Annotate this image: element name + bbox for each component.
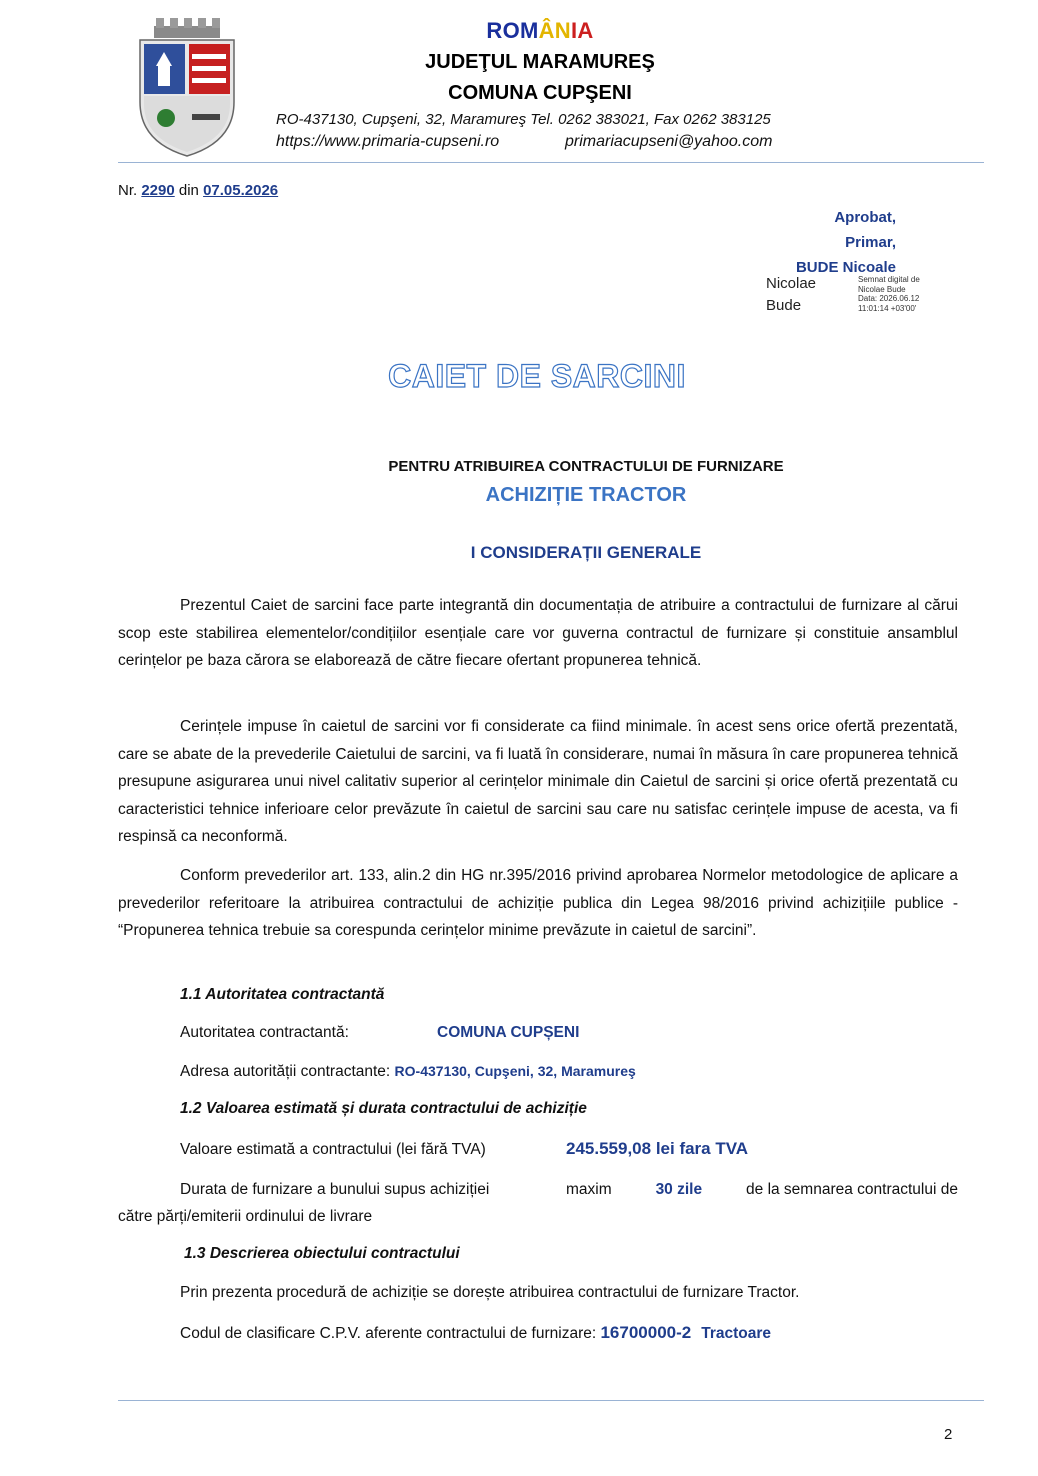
cpv-label: Codul de clasificare C.P.V. aferente contractului de furnizare: (180, 1325, 601, 1342)
stamp-line: 11:01:14 +03'00' (858, 303, 917, 313)
document-title: CAIET DE SARCINI (388, 358, 686, 394)
procurement-object: ACHIZIȚIE TRACTOR (485, 484, 687, 506)
estimated-value-suffix: lei fara TVA (651, 1139, 749, 1158)
authority-address (180, 1063, 636, 1081)
duration-prefix: maxim (566, 1181, 612, 1198)
address-value: RO-437130, Cupşeni, 32, Maramureş (394, 1063, 636, 1079)
approval-line: Aprobat, (834, 209, 896, 226)
country-heading-part: ÂN (538, 18, 571, 43)
subsection-heading: 1.1 Autoritatea contractantă (180, 986, 385, 1003)
stamp-line: Data: 2026.06.12 (858, 294, 920, 303)
subsection-heading: 1.2 Valoarea estimată și durata contractului de achiziție (180, 1100, 587, 1117)
registration-number (118, 182, 278, 199)
estimated-value (566, 1139, 748, 1159)
email-link[interactable]: primariacupseni@yahoo.com (565, 133, 773, 150)
paragraph: Cerințele impuse în caietul de sarcini vor fi considerate ca fiind minimale. în acest sens orice ofertă prezentată, care se abate de la prevederile Caietului de sarcini, va fi luată în considerare, numai în măsura în care propunerea tehnică presupune asigurarea unui nivel calitativ superior al cerințelor minimale din Caietul de sarcini și orice ofertă prezentată cu caracteristici tehnice inferioare celor prevăzute în caietul de sarcini sau care nu satisfac cerințele impuse de acesta, va fi respinsă ca neconformă. (118, 718, 958, 845)
duration-days: 30 zile (655, 1181, 703, 1198)
country-heading (440, 18, 640, 44)
digital-signer-name (766, 273, 816, 317)
cpv-code-line (180, 1323, 771, 1343)
registration-date: 07.05.2026 (203, 182, 279, 199)
signer-first-name: Nicolae (766, 275, 817, 292)
approval-line: Primar, (845, 234, 896, 251)
object-description: Prin prezenta procedură de achiziție se dorește atribuirea contractului de furnizare Tractor. (180, 1284, 800, 1301)
cpv-code: 16700000-2 (600, 1323, 692, 1342)
header-divider (118, 162, 984, 163)
estimated-value-amount: 245.559,08 (566, 1139, 652, 1158)
signer-last-name: Bude (766, 297, 802, 314)
footer-divider (118, 1400, 984, 1401)
county-heading: JUDEŢUL MARAMUREŞ (425, 51, 655, 73)
registration-number-value: 2290 (141, 182, 175, 199)
duration-continuation: către părți/emiterii ordinului de livrare (118, 1208, 373, 1225)
document-subtitle: PENTRU ATRIBUIREA CONTRACTULUI DE FURNIZARE (388, 458, 784, 475)
approval-name: BUDE Nicoale (795, 259, 896, 276)
cpv-name: Tractoare (701, 1325, 772, 1342)
digital-signature-stamp (858, 275, 920, 313)
stamp-line: Nicolae Bude (858, 284, 906, 294)
approval-block (796, 205, 896, 280)
duration-value (566, 1181, 958, 1199)
paragraph: Conform prevederilor art. 133, alin.2 din HG nr.395/2016 privind aprobarea Normelor metodologice de aplicare a prevederilor referitoare la atribuirea contractului de achiziție publica din Legea 98/2016 privind achizițiile publice - “Propunerea tehnica trebuie sa corespunda cerințelor minime prevăzute in caietul de sarcini”. (118, 867, 958, 939)
authority-label: Autoritatea contractantă: (180, 1024, 349, 1041)
contact-address: RO-437130, Cupşeni, 32, Maramureş Tel. 0262 383021, Fax 0262 383125 (276, 111, 771, 128)
authority-value: COMUNA CUPȘENI (437, 1024, 580, 1041)
page-number: 2 (944, 1426, 953, 1443)
duration-suffix: de la semnarea contractului de (746, 1181, 958, 1198)
estimated-value-label: Valoare estimată a contractului (lei fără TVA) (180, 1141, 486, 1158)
address-label: Adresa autorității contractante: (180, 1063, 395, 1080)
registration-prefix: Nr. (118, 182, 142, 199)
registration-din: din (174, 182, 204, 199)
duration-label: Durata de furnizare a bunului supus achiziției (180, 1181, 490, 1198)
country-heading-part: ROM (486, 18, 539, 43)
website-link[interactable]: https://www.primaria-cupseni.ro (276, 133, 500, 150)
stamp-line: Semnat digital de (858, 275, 920, 284)
commune-heading: COMUNA CUPŞENI (448, 82, 632, 104)
coat-of-arms-logo (136, 18, 238, 158)
country-heading-part: IA (571, 18, 594, 43)
subsection-heading: 1.3 Descrierea obiectului contractului (184, 1245, 460, 1262)
paragraph: Prezentul Caiet de sarcini face parte integrantă din documentația de atribuire a contractului de furnizare al cărui scop este stabilirea elementelor/condițiilor esențiale care vor guverna contractul de furnizare și constituie ansamblul cerințelor pe baza cărora se elaborează de către fiecare ofertant propunerea tehnică. (118, 597, 958, 669)
section-heading: I CONSIDERAȚII GENERALE (470, 543, 702, 562)
